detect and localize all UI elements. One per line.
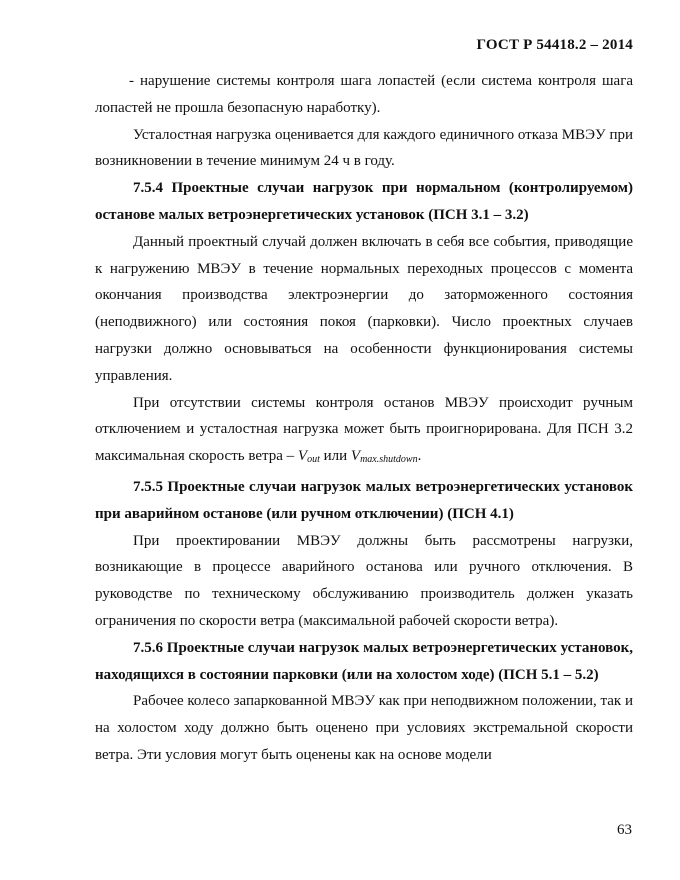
variable-subscript: max.shutdown (360, 454, 418, 466)
variable-v: V (350, 448, 361, 465)
paragraph: Данный проектный случай должен включать в себя все события, приводящие к нагружению МВЭУ в течение нормальных переходных процессов с момента окончания производства электроэнергии до заторможенного состояния (неподвижного) или состояния покоя (парковки). Число проектных случаев нагрузки должно основываться на особенности функционирования системы управления. (95, 233, 633, 384)
section-heading-7-5-5: 7.5.5 Проектные случаи нагрузок малых ветроэнергетических установок при аварийном останове (или ручном отключении) (ПСН 4.1) (95, 478, 633, 522)
paragraph-text: . (417, 448, 422, 465)
paragraph-wind-speed (95, 390, 633, 474)
paragraph-text: или (319, 448, 351, 465)
paragraph: Усталостная нагрузка оценивается для каждого единичного отказа МВЭУ при возникновении в течение минимум 24 ч в году. (95, 126, 633, 170)
page-number: 63 (617, 822, 632, 838)
section-heading-7-5-4: 7.5.4 Проектные случаи нагрузок при нормальном (контролируемом) останове малых ветроэнергетических установок (ПСН 3.1 – 3.2) (95, 180, 633, 223)
document-body (95, 68, 633, 769)
standard-header: ГОСТ Р 54418.2 – 2014 (476, 37, 633, 53)
section-heading-7-5-6: 7.5.6 Проектные случаи нагрузок малых ветроэнергетических установок, находящихся в состоянии парковки (или на холостом ходе) (ПСН 5.1 – 5.2) (95, 639, 633, 683)
paragraph: Рабочее колесо запаркованной МВЭУ как при неподвижном положении, так и на холостом ходу должно быть оценено при условиях экстремальной скорости ветра. Эти условия могут быть оценены как на основе модели (95, 693, 633, 763)
variable-v: V (297, 448, 308, 465)
variable-subscript: out (307, 454, 320, 466)
paragraph: - нарушение системы контроля шага лопастей (если система контроля шага лопастей не прошла безопасную наработку). (95, 73, 633, 116)
paragraph-text: При отсутствии системы контроля останов МВЭУ происходит ручным отключением и усталостная нагрузка может быть проигнорирована. Для ПСН 3.2 максимальная скорость ветра – (95, 394, 633, 465)
paragraph: При проектировании МВЭУ должны быть рассмотрены нагрузки, возникающие в процессе аварийного останова или ручного отключения. В руководстве по техническому обслуживанию производитель должен указать ограничения по скорости ветра (максимальной рабочей скорости ветра). (95, 532, 633, 629)
